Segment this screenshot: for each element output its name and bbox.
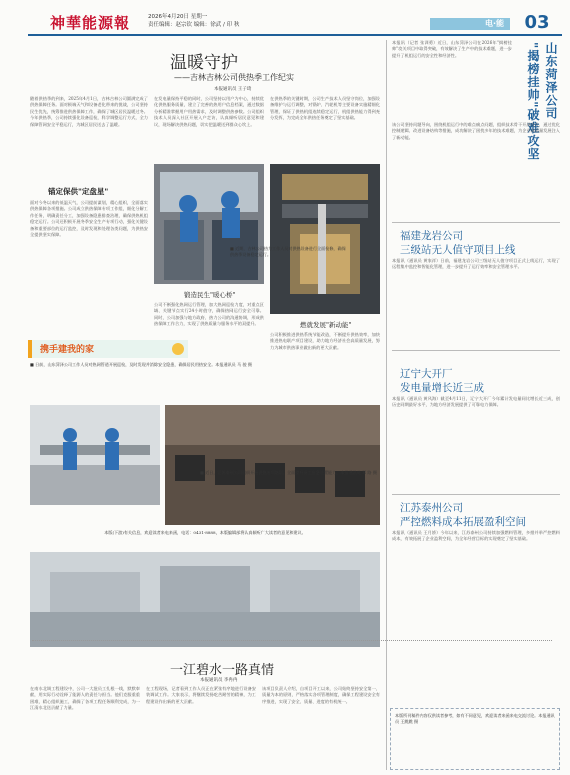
lead-body-left-2: 面对今冬以来的低温天气，公司提前谋划，精心组织，全面落实供热保障各项措施。公司成立供热保障专项工作组，细化分解工作任务，明确责任分工，加强设备隐患排查治理，确保供热机组稳定运行。公司还积极开展冬季安全生产专项行动，强化关键设备和重要部位的运行监控，及时发现和处理各类问题，为供热安全提供坚实保障。 [30, 200, 148, 238]
headline-2b: 发电量增长近三成 [400, 382, 484, 394]
headline-2: 辽宁大开厂 [400, 368, 453, 380]
right-divider-1 [392, 222, 560, 223]
editor-line: 责任编辑：赵宗钦 编辑：徐武 / 印 秋 [148, 22, 240, 28]
lead-byline: 本报通讯员 王子琦 [214, 87, 252, 92]
column-divider [386, 40, 387, 770]
yishui-title: 一江碧水一路真情 [170, 663, 275, 678]
right-divider-3 [392, 494, 560, 495]
story-1: 本报讯（通讯员 黄家祥）日前，福建龙岩公司三级站无人值守项目正式上线运行，实现了远程集中监控和智能化管理，进一步提升了运行效率和安全管理水平。 [392, 258, 560, 270]
lead-heading-2: 锻造民生"暖心桥" [184, 291, 236, 299]
notice-line: 本版(下游)有关信息，欢迎读者来电来函，电话：0431-8888，本版编辑部将认真倾听广大读者的意见和建议。 [104, 530, 306, 535]
page-number: 03 [524, 12, 550, 33]
publication-date: 2026年4月20日 星期一 [148, 14, 208, 20]
yishui-body-2: 在工程现场，记者看到工作人员正在紧张有序地进行设备安装调试工作。大家表示，将继续发扬吃苦耐劳的精神，为工程建设作出新的更大贡献。 [146, 686, 256, 704]
right-divider-2 [392, 350, 560, 351]
lead-title: 温暖守护 [170, 53, 238, 73]
headline-1: 福建龙岩公司 [400, 230, 463, 242]
pipeline-photo [30, 405, 160, 505]
caption-middle-left: ■ 日前，山东菏泽公司工作人员对热网管道开展巡检，及时发现并消除安全隐患，确保居民用热安全。本报通讯员 马 骏 摄 [30, 362, 252, 367]
header-rule [28, 34, 562, 36]
right-body: 该公司坚持问题导向，围绕机组运行中的难点痛点问题，组织技术骨干开展攻关，通过优化控制逻辑、改进设备结构等措施，成功解决了困扰多年的技术难题，为企业高质量发展注入了新动能。 [392, 122, 560, 140]
lead-body-mid-2: 公司不断强化热网运行管理，加大热网巡检力度，对重点区域、关键节点实行24小时值守，确保热网运行安全可靠。同时，公司加强与地方政府、热力公司的沟通协调，形成供热保障工作合力，实现了供热质量与服务水平的双提升。 [154, 302, 264, 327]
lead-heading-3: 燃就发展"新动能" [300, 321, 352, 329]
vertical-title-2: "揭榜挂帅"破难攻坚 [526, 42, 540, 161]
right-intro: 本报讯（记者 张训勇）近日，山东菏泽公司在2026年"揭榜挂帅"攻关项目中取得突破，有效解决了生产中的技术难题，进一步提升了机组运行的安全性和经济性。 [392, 40, 512, 58]
headline-1b: 三级站无人值守项目上线 [400, 244, 516, 256]
footer-box [390, 708, 560, 770]
lead-body-right: 在供热季的关键时期，公司生产技术人员坚守岗位，加强设备维护与运行调整，对锅炉、汽轮机等主要设备实施精细化管理，保证了供热机组连续稳定运行，机组供热能力得到充分发挥，为完成全年供热任务奠定了坚实基础。 [270, 96, 380, 121]
headline-3b: 严控燃料成本拓展盈利空间 [400, 516, 526, 528]
lead-body-right-2: 公司积极推进供热系统节能改造，不断提升供热效率，加快推进热电联产项目建设，助力地方经济社会高质量发展，努力为城市供热事业做出新的更大贡献。 [270, 332, 380, 350]
lead-body-left: 随着供热季的到来，2025年4月1日，吉林吉林公司圆满完成了供热保障任务。面对极端天气和设备老化带来的挑战，公司坚持民生优先，统筹推进供热保障工作，确保了城区居民温暖过冬。今年供热季，公司持续强化设备巡检，科学调整运行方式，全力保障管网安全平稳运行，为城区居民送去了温暖。 [30, 96, 148, 127]
footer-text: 本版所刊稿件内容仅供读者参考，如有不同意见，欢迎读者来函来电交流讨论。本报通讯员 王跳跳 摄 [395, 713, 555, 725]
yishui-body-3: 该项目负责人介绍，自项目开工以来，公司始终坚持安全第一、质量为本的原则，严格落实各项管理制度，确保工程建设安全有序推进，实现了安全、质量、进度的有机统一。 [262, 686, 380, 704]
section-banner [28, 340, 188, 358]
training-photo [165, 405, 380, 525]
sun-icon [172, 343, 184, 355]
newspaper-brand: 神華能源報 [50, 14, 131, 32]
vertical-title-1: 山东菏泽公司 [544, 42, 558, 120]
story-3: 本报讯（通讯员 王月娇）今年以来，江苏泰州公司持续加强燃料管理，多措并举严控燃料成本，有效拓展了企业盈利空间，为全年经营目标的实现奠定了坚实基础。 [392, 530, 560, 542]
bottom-photo-strip [30, 552, 380, 647]
yishui-body-1: 在南水北调工程建设中，公司一大批员工扎根一线，默默奉献，用实际行动诠释了能源人的责任与担当。他们克服重重困难，精心组织施工，确保了各项工程任务顺利完成，为一江清水北送贡献了力量。 [30, 686, 140, 711]
machinery-photo [270, 164, 380, 314]
headline-3: 江苏泰州公司 [400, 502, 463, 514]
caption-middle-right: ■ 近日，江苏泰州公司组织开展供热专项培训，全面提升员工应急处置能力。本报通讯员 郑 路 摄 [200, 470, 377, 475]
caption-top: ■ 近期，吉林公司热力工作人员对供热设备进行全面检修，确保供热季设备稳定运行。 [230, 246, 346, 258]
lead-body-mid: 在发电量保持平稳的同时，公司坚持以用户为中心，持续优化供热服务质量，建立了完善的热用户信息档案，通过数据分析精准掌握用户用热需求，及时调整供热参数。公司组织技术人员深入社区开展入户走访，认真倾听居民意见和建议，现场解决供热问题，切实把温暖送到群众心坎上。 [154, 96, 264, 127]
yishui-byline: 本报通讯员 李冉冉 [200, 678, 238, 683]
lead-heading-1: 锚定保供"定盘星" [48, 187, 109, 196]
section-tab: 电·能 [430, 18, 510, 30]
story-2: 本报讯（通讯员 黄风海）截至4月11日，辽宁大开厂今年累计发电量同比增长近三成，创历史同期最好水平，为地方经济发展提供了可靠电力保障。 [392, 396, 560, 408]
lead-subtitle: ——吉林吉林公司供热季工作纪实 [174, 73, 294, 82]
banner-text: 携手建我的家 [40, 345, 95, 355]
